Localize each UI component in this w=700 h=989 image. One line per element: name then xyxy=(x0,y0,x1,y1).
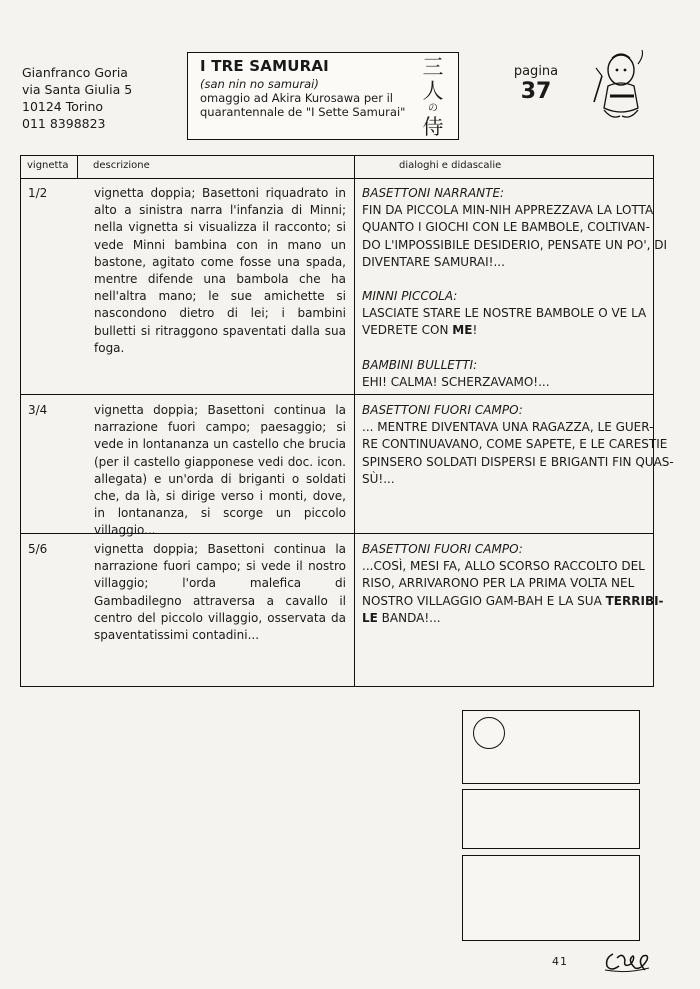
row-dialogue xyxy=(362,541,664,627)
dialogue-line: SPINSERO SOLDATI DISPERSI E BRIGANTI FIN QUAS- xyxy=(362,454,674,469)
row-description: vignetta doppia; Basettoni continua la narrazione fuori campo; si vede il nostro villaggio; l'orda malefica di Gambadilegno attraversa a cavallo il centro del piccolo villaggio, osservata da spaventatissimi contadini... xyxy=(94,542,346,643)
dialogue-line: ... MENTRE DIVENTAVA UNA RAGAZZA, LE GUER- xyxy=(362,420,654,435)
author-phone: 011 8398823 xyxy=(22,116,106,131)
kanji-char: の xyxy=(428,103,438,114)
dialogue-line: RISO, ARRIVARONO PER LA PRIMA VOLTA NEL xyxy=(362,576,635,591)
kanji-char: 侍 xyxy=(422,115,444,139)
panel-frame xyxy=(462,789,640,849)
row-dialogue xyxy=(362,402,674,488)
row-vignetta: 1/2 xyxy=(28,186,48,200)
header-vignetta: vignetta xyxy=(27,160,69,171)
dialogue-line: LASCIATE STARE LE NOSTRE BAMBOLE O VE LA xyxy=(362,306,647,321)
dialogue-line: ...COSÌ, MESI FA, ALLO SCORSO RACCOLTO DEL xyxy=(362,559,645,574)
speaker-label: BASETTONI FUORI CAMPO: xyxy=(362,403,523,417)
title-box xyxy=(187,52,459,140)
dialogue-line: DIVENTARE SAMURAI!... xyxy=(362,254,505,269)
header-descrizione: descrizione xyxy=(93,160,150,171)
row-dialogue xyxy=(362,185,668,391)
speaker-label: BASETTONI FUORI CAMPO: xyxy=(362,542,523,556)
dialogue-line: DO L'IMPOSSIBILE DESIDERIO, PENSATE UN PO', DI xyxy=(362,237,668,252)
dialogue-line: SÙ!... xyxy=(362,471,395,486)
kanji-char: 三 xyxy=(422,55,444,79)
row-description: vignetta doppia; Basettoni continua la narrazione fuori campo; paesaggio; si vede in lontananza un castello che brucia (per il castello giapponese vedi doc. icon. allegata) e un'orda di briganti o soldati che, da là, si dirige verso i monti, dove, in lontananza, si scorge un piccolo villaggio... xyxy=(94,403,346,538)
dialogue-emphasis: ME xyxy=(452,323,473,338)
speaker-label: MINNI PICCOLA: xyxy=(362,289,458,304)
page-label: pagina xyxy=(513,64,559,79)
dedication-line-2: quarantennale de "I Sette Samurai" xyxy=(200,105,406,119)
dialogue-line: QUANTO I GIOCHI CON LE BAMBOLE, COLTIVAN- xyxy=(362,220,650,235)
dialogue-line: FIN DA PICCOLA MIN-NIH APPREZZAVA LA LOTTA xyxy=(362,203,654,218)
kanji-char: 人 xyxy=(422,79,444,103)
dialogue-emphasis: TERRIBI- xyxy=(605,593,664,608)
dialogue-emphasis: LE xyxy=(362,610,378,625)
header-dialoghi: dialoghi e didascalie xyxy=(399,160,502,171)
speaker-label: BAMBINI BULLETTI: xyxy=(362,357,478,372)
dialogue-line: EHI! CALMA! SCHERZAVAMO!... xyxy=(362,374,550,389)
page-indicator xyxy=(508,64,564,105)
speaker-label: BASETTONI NARRANTE: xyxy=(362,186,505,200)
script-table xyxy=(20,155,674,687)
row-vignetta: 5/6 xyxy=(28,542,48,556)
story-title: I TRE SAMURAI xyxy=(200,57,329,75)
panel-frame xyxy=(462,710,640,784)
dedication-line-1: omaggio ad Akira Kurosawa per il xyxy=(200,91,393,105)
dialogue-text: BANDA!... xyxy=(377,610,441,625)
dialogue-text: VEDRETE CON xyxy=(362,323,453,338)
dialogue-text: ! xyxy=(472,323,478,338)
author-street: via Santa Giulia 5 xyxy=(22,82,133,97)
author-name: Gianfranco Goria xyxy=(22,65,128,80)
page-number: 37 xyxy=(520,79,552,104)
author-address xyxy=(22,64,132,132)
signature-icon xyxy=(603,948,651,974)
panel-frame xyxy=(462,855,640,941)
kanji-title xyxy=(418,55,448,139)
footer-page-number: 41 xyxy=(552,955,568,968)
dialogue-line: RE CONTINUAVANO, COME SAPETE, E LE CARESTIE xyxy=(362,437,668,452)
circle-marker-icon xyxy=(473,717,505,749)
story-subtitle: (san nin no samurai) xyxy=(200,77,319,91)
row-vignetta: 3/4 xyxy=(28,403,48,417)
author-city: 10124 Torino xyxy=(22,99,104,114)
samurai-mascot-icon xyxy=(590,46,650,126)
row-description: vignetta doppia; Basettoni riquadrato in alto a sinistra narra l'infanzia di Minni; nella vignetta si visualizza il racconto; si vede Minni bambina con in mano un bastone, agitato come fosse una spada, mentre difende una bambola che ha nell'altra mano; le sue amichette si nascondono dietro di lei; i bambini bulletti si ritraggono spaventati dalla sua foga. xyxy=(94,186,346,355)
dialogue-text: NOSTRO VILLAGGIO GAM-BAH E LA SUA xyxy=(362,593,606,608)
